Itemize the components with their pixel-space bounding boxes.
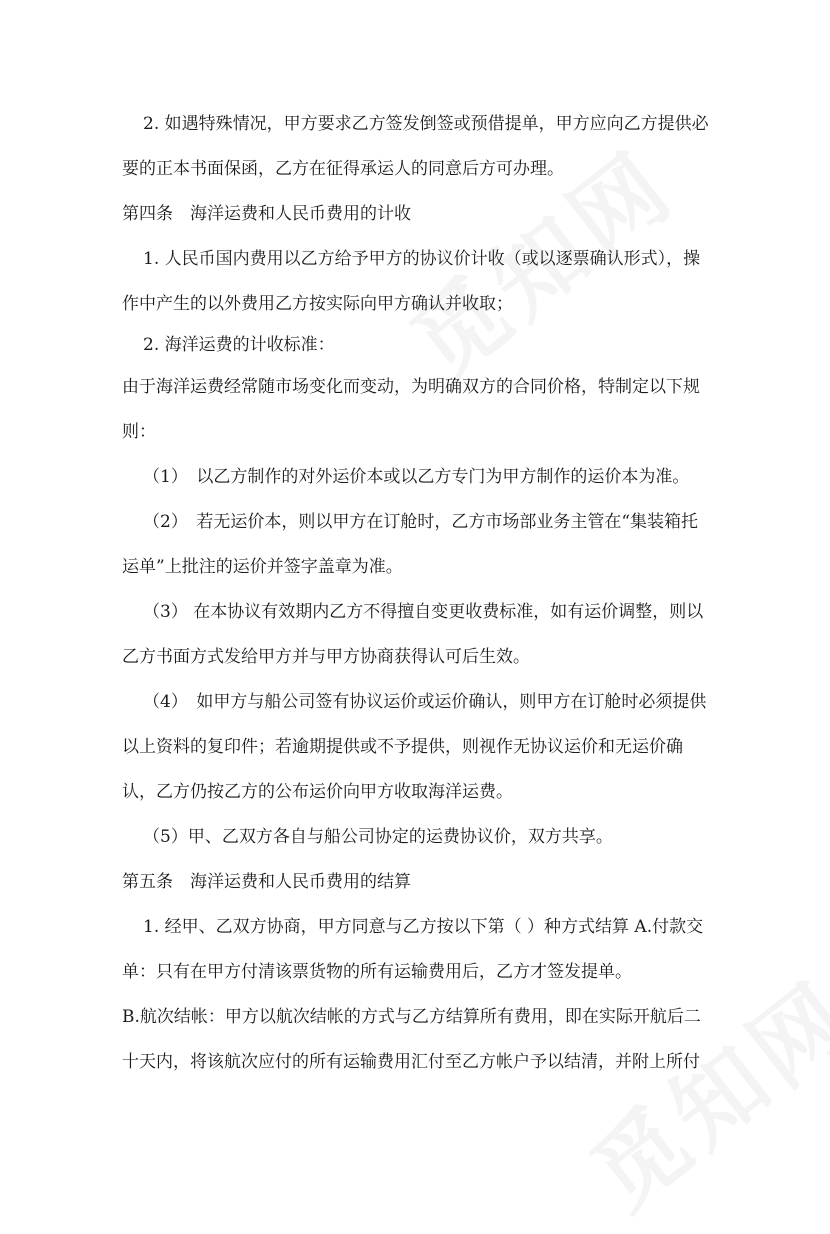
text-line-5: 作中产生的以外费用乙方按实际向甲方确认并收取； bbox=[122, 294, 513, 314]
text-line-9: （1） 以乙方制作的对外运价本或以乙方专门为甲方制作的运价本为准。 bbox=[143, 467, 690, 487]
text-line-8: 则： bbox=[122, 422, 156, 442]
text-line-4: 1. 人民币国内费用以乙方给予甲方的协议价计收（或以逐票确认形式），操 bbox=[143, 249, 701, 269]
text-line-19: 1. 经甲、乙双方协商，甲方同意与乙方按以下第（ ）种方式结算 A.付款交 bbox=[143, 917, 704, 937]
text-line-12: （3） 在本协议有效期内乙方不得擅自变更收费标准，如有运价调整，则以 bbox=[143, 602, 704, 622]
watermark-bottom bbox=[560, 945, 830, 1234]
text-line-17: （5）甲、乙双方各自与船公司协定的运费协议价，双方共享。 bbox=[143, 827, 613, 847]
text-line-16: 认，乙方仍按乙方的公布运价向甲方收取海洋运费。 bbox=[122, 782, 513, 802]
section-heading-5: 第五条 海洋运费和人民币费用的结算 bbox=[122, 872, 411, 892]
text-line-7: 由于海洋运费经常随市场变化而变动，为明确双方的合同价格，特制定以下规 bbox=[122, 377, 700, 397]
text-line-21: B.航次结帐：甲方以航次结帐的方式与乙方结算所有费用，即在实际开航后二 bbox=[122, 1007, 701, 1027]
text-line-11: 运单”上批注的运价并签字盖章为准。 bbox=[122, 557, 403, 577]
section-heading-4: 第四条 海洋运费和人民币费用的计收 bbox=[122, 204, 411, 224]
text-line-13: 乙方书面方式发给甲方并与甲方协商获得认可后生效。 bbox=[122, 647, 530, 667]
text-line-6: 2. 海洋运费的计收标准： bbox=[143, 335, 335, 355]
text-line-1: 2. 如遇特殊情况，甲方要求乙方签发倒签或预借提单，甲方应向乙方提供必 bbox=[143, 114, 709, 134]
text-line-20: 单：只有在甲方付清该票货物的所有运输费用后，乙方才签发提单。 bbox=[122, 962, 632, 982]
text-line-22: 十天内，将该航次应付的所有运输费用汇付至乙方帐户予以结清，并附上所付 bbox=[122, 1052, 700, 1072]
text-line-10: （2） 若无运价本，则以甲方在订舱时，乙方市场部业务主管在“集装箱托 bbox=[143, 512, 699, 532]
text-line-15: 以上资料的复印件；若逾期提供或不予提供，则视作无协议运价和无运价确 bbox=[122, 737, 683, 757]
text-line-2: 要的正本书面保函，乙方在征得承运人的同意后方可办理。 bbox=[122, 159, 564, 179]
text-line-14: （4） 如甲方与船公司签有协议运价或运价确认，则甲方在订舱时必须提供 bbox=[143, 692, 707, 712]
